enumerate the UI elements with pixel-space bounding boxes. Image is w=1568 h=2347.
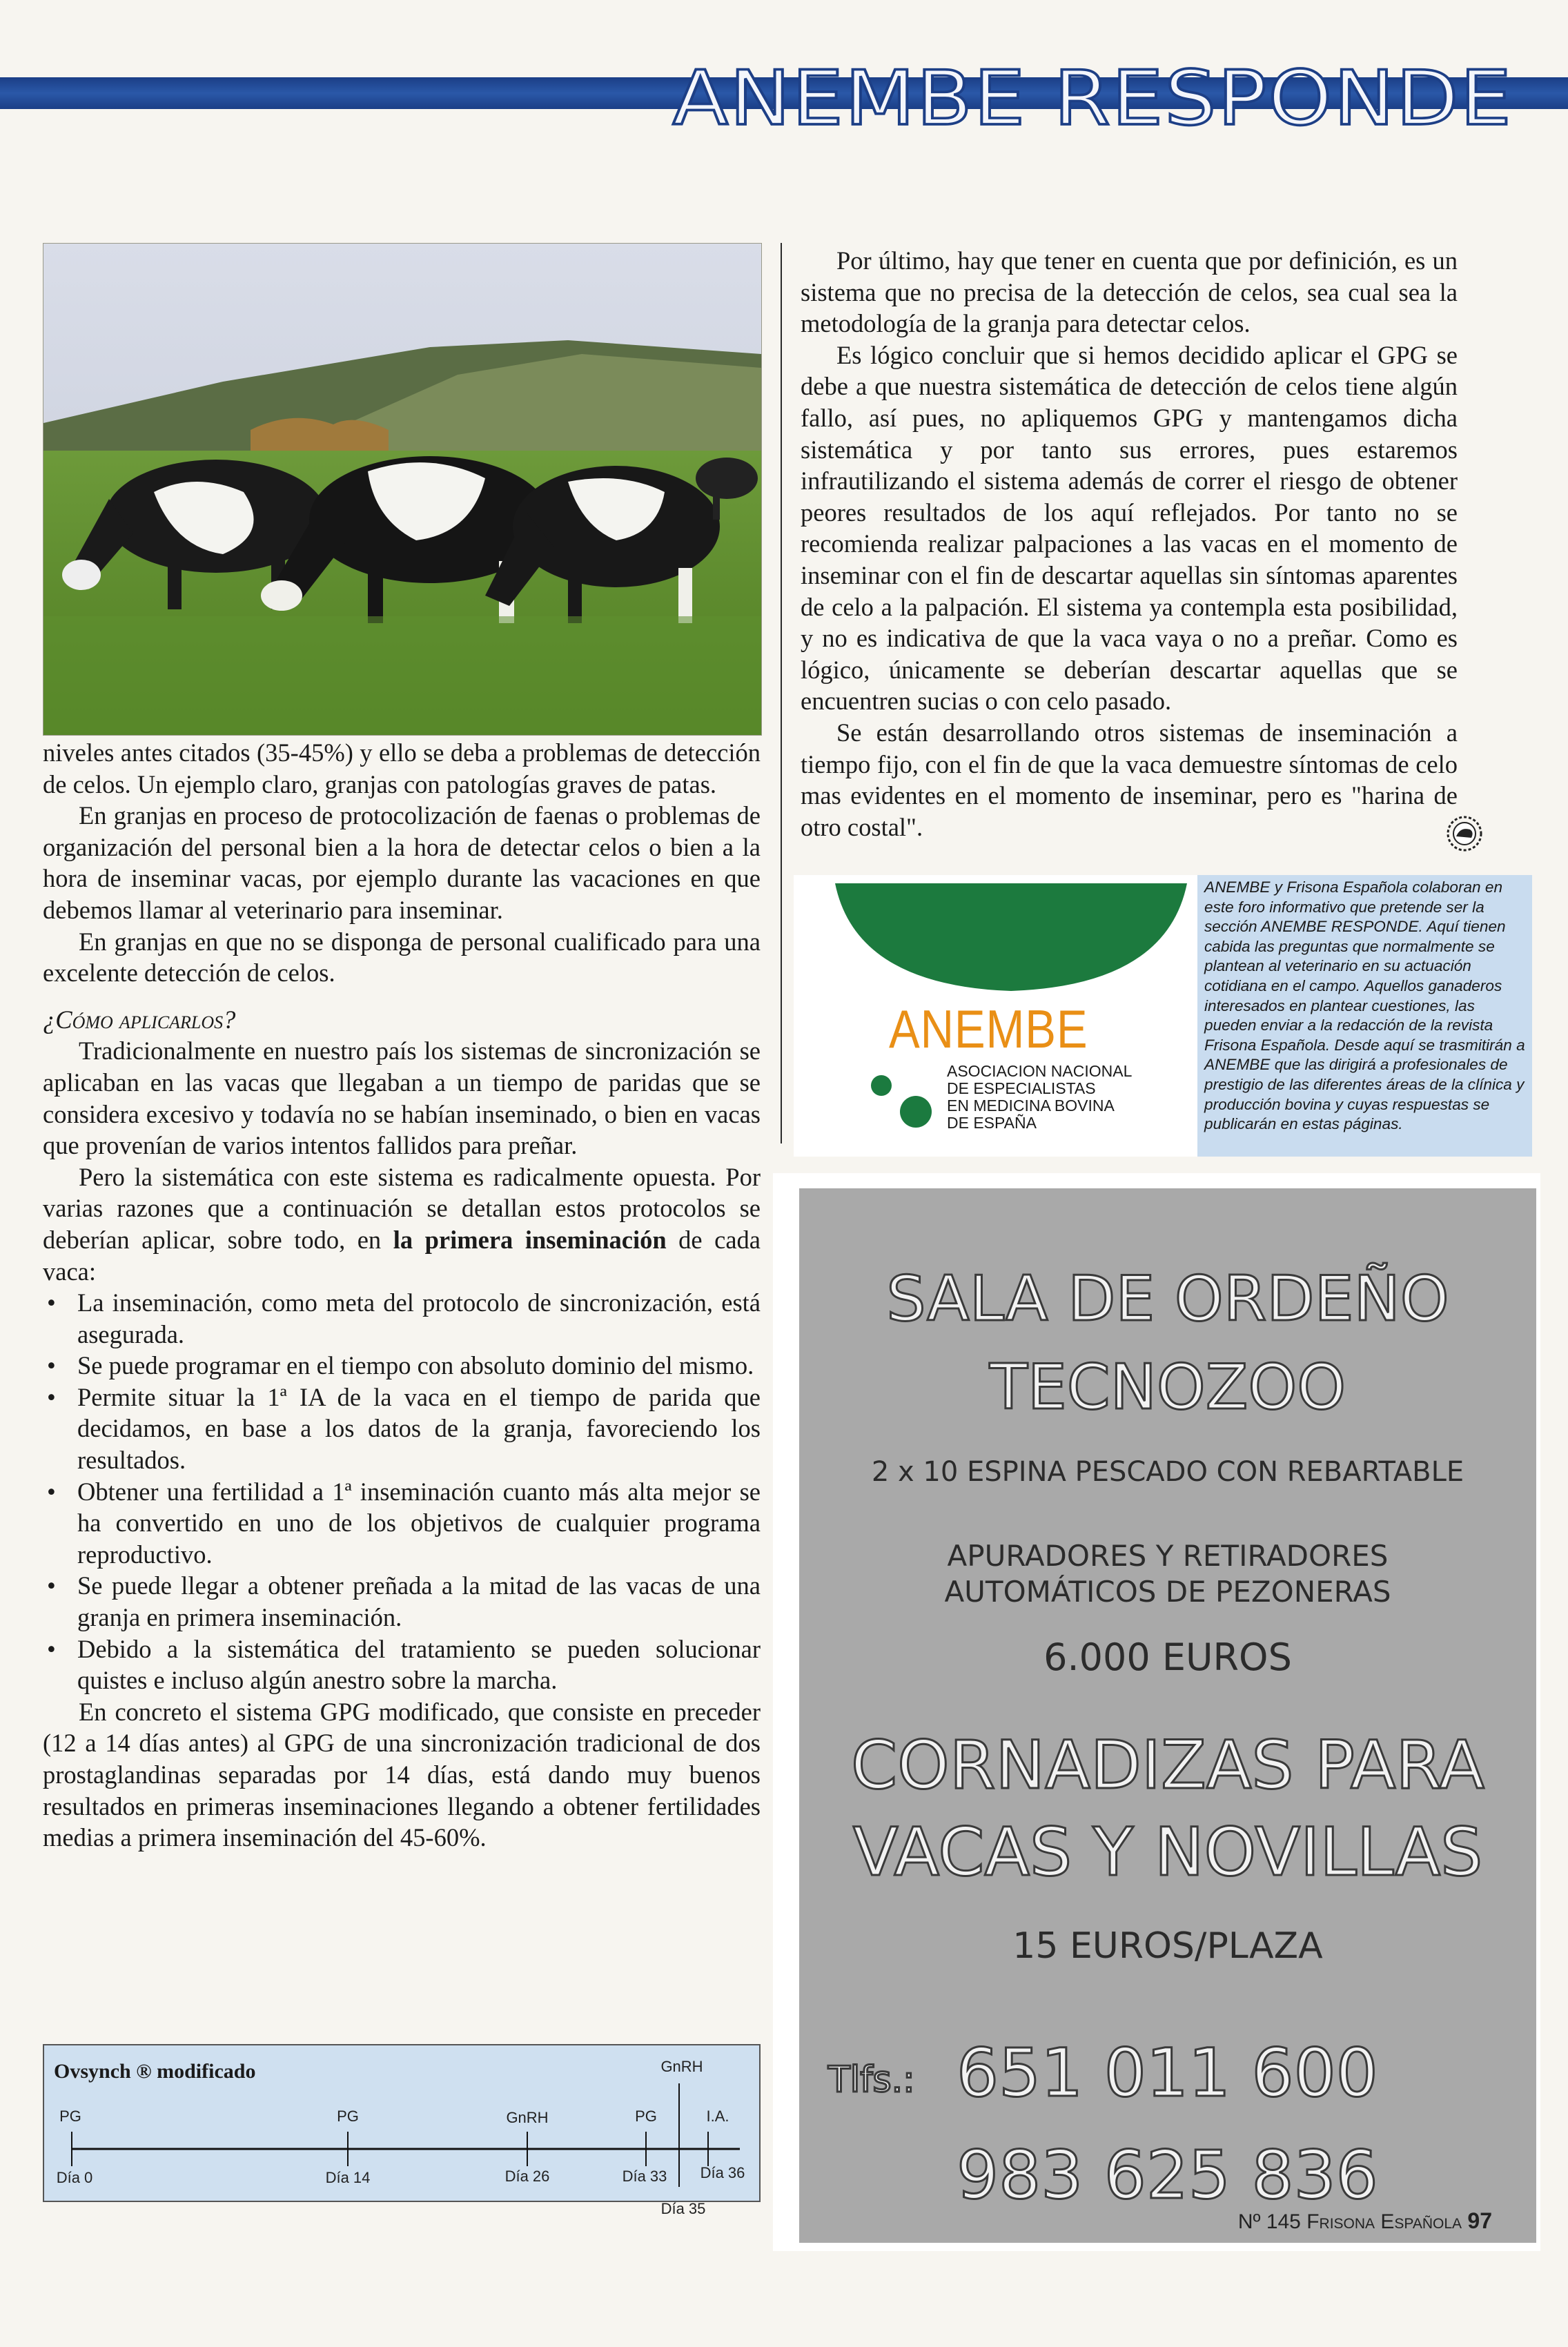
label-gnrh: GnRH: [660, 2058, 703, 2075]
anembe-info-text: ANEMBE y Frisona Española colaboran en este foro informativo que pretende ser la sección ANEMBE RESPONDE. Aquí tienen cabida las preguntas que normalmente se plantean al veterinario en su actuación cotidiana en el campo. Aquellos ganaderos interesados en plantear cuestiones, las pueden enviar a la redacción de la revista Frisona Española. Desde aquí se trasmitirán a ANEMBE que las dirigirá a profesionales de prestigio de las diferentes áreas de la clínica y producción bovina y cuyas respuestas se publicarán en estas páginas.: [1204, 878, 1525, 1133]
ad-headline: SALA DE ORDEÑO: [886, 1263, 1449, 1335]
ad-text: APURADORES Y RETIRADORES: [947, 1539, 1389, 1573]
label-day: Día 35: [660, 2200, 706, 2217]
label-day: Día 33: [622, 2168, 667, 2185]
bullet-item: • Permite situar la 1ª IA de la vaca en el tiempo de parida que decidamos, en base a los datos de la granja, favoreciendo los resultados.: [47, 1382, 761, 1475]
label-gnrh: GnRH: [506, 2109, 549, 2126]
section-title: ANEMBE RESPONDE: [672, 54, 1513, 142]
paragraph: Se están desarrollando otros sistemas de inseminación a tiempo fijo, con el fin de que la vaca demuestre síntomas de celo mas evidentes en el momento de inseminar, pero es "harina de otro costal".: [801, 718, 1458, 841]
subheading: ¿Cómo aplicarlos?: [43, 1005, 236, 1034]
magazine-name: Frisona Española: [1306, 2210, 1462, 2233]
bullet-item: • Se puede programar en el tiempo con absoluto dominio del mismo.: [47, 1351, 754, 1380]
label-day: Día 0: [56, 2169, 93, 2186]
ad-headline: CORNADIZAS PARA: [851, 1727, 1484, 1804]
label-day: Día 26: [504, 2168, 550, 2185]
anembe-logo-subtitle: ASOCIACION NACIONAL DE ESPECIALISTAS EN MEDICINA BOVINA DE ESPAÑA: [947, 1062, 1133, 1132]
bullet-item: • Debido a la sistemática del tratamiento se pueden solucionar quistes e incluso algún anestro sobre la marcha.: [47, 1634, 761, 1695]
label-ia: I.A.: [706, 2108, 729, 2125]
tecnozoo-advertisement: [799, 1188, 1536, 2243]
ad-headline: TECNOZOO: [989, 1351, 1346, 1424]
ad-text: AUTOMÁTICOS DE PEZONERAS: [944, 1575, 1391, 1609]
ad-price: 15 EUROS/PLAZA: [1012, 1925, 1323, 1967]
logo-dot: [900, 1096, 932, 1128]
bullet-item: • Obtener una fertilidad a 1ª inseminación cuanto más alta mejor se ha convertido en uno de los objetivos de cualquier programa reproductivo.: [47, 1477, 761, 1569]
label-day: Día 36: [700, 2164, 745, 2181]
label-day: Día 14: [325, 2169, 371, 2186]
ad-price: 6.000 EUROS: [1043, 1636, 1292, 1679]
bullet-item: • La inseminación, como meta del protocolo de sincronización, está asegurada.: [47, 1288, 761, 1348]
column-divider: [781, 243, 782, 1143]
paragraph: En granjas en proceso de protocolización de faenas o problemas de organización del personal bien a la hora de detectar celos o bien a la hora de inseminar vacas, por ejemplo durante las vacaciones en que debemos llamar al veterinario para inseminar.: [43, 801, 761, 924]
logo-dot: [871, 1075, 892, 1096]
paragraph: niveles antes citados (35-45%) y ello se deba a problemas de detección de celos. Un ejemplo claro, granjas con patologías graves de patas.: [43, 738, 761, 798]
page-footer: [1238, 2208, 1492, 2234]
paragraph: Por último, hay que tener en cuenta que por definición, es un sistema que no precisa de la detección de celos, sea cual sea la metodología de la granja para detectar celos.: [801, 246, 1458, 338]
paragraph: En concreto el sistema GPG modificado, que consiste en preceder (12 a 14 días antes) al GPG de una sincronización tradicional de dos prostaglandinas separadas por 14 días, está dando muy buenos resultados en primeras inseminaciones llegando a obtener fertilidades medias a primera inseminación del 45-60%.: [43, 1697, 761, 1852]
paragraph: Es lógico concluir que si hemos decidido aplicar el GPG se debe a que nuestra sistemática de detección de celos tiene algún fallo, así pues, no apliquemos GPG y mantengamos dicha sistemática y por tanto sus errores, pues estaremos infrautilizando el sistema además de correr el riesgo de obtener peores resultados de los aquí reflejados. Por tanto no se recomienda realizar palpaciones a las vacas en el momento de inseminar con el fin de descartar aquellas sin síntomas aparentes de celo a la palpación. El sistema ya contempla esta posibilidad, y no es indicativa de que la vaca vaya o no a preñar. Como es lógico, únicamente se deberían descartar aquellas que se encuentren sucias o con celo pasado.: [801, 340, 1458, 716]
seal-icon: [1447, 816, 1482, 852]
paragraph: Tradicionalmente en nuestro país los sistemas de sincronización se aplicaban en las vacas que llegaban a un tiempo de paridas que se considera excesivo y todavía no se habían inseminado, o bien en vacas que provenían de varios intentos fallidos para preñar.: [43, 1037, 761, 1160]
label-pg: PG: [337, 2108, 359, 2125]
label-pg: PG: [635, 2108, 657, 2125]
issue-number: Nº 145: [1237, 2210, 1301, 2233]
anembe-logo-name: ANEMBE: [889, 999, 1088, 1059]
label-pg: PG: [59, 2108, 81, 2125]
page-number: 97: [1467, 2208, 1492, 2233]
diagram-title: Ovsynch ® modificado: [54, 2060, 256, 2083]
ad-phone-label: Tlfs.:: [828, 2059, 915, 2101]
paragraph: Pero la sistemática con este sistema es radicalmente opuesta. Por varias razones que a continuación se detallan estos protocolos se deberían aplicar, sobre todo, en la primera inseminación de cada vaca:: [43, 1162, 761, 1286]
cows-photo: [43, 243, 762, 736]
paragraph: En granjas en que no se disponga de personal cualificado para una excelente detección de celos.: [43, 927, 761, 988]
ad-phone: 983 625 836: [957, 2137, 1378, 2214]
ad-phone: 651 011 600: [957, 2034, 1378, 2112]
ad-text: 2 x 10 ESPINA PESCADO CON REBARTABLE: [871, 1456, 1464, 1488]
left-column: [43, 737, 761, 1854]
right-column: [801, 245, 1458, 843]
ad-headline: VACAS Y NOVILLAS: [852, 1814, 1483, 1891]
bullet-item: • Se puede llegar a obtener preñada a la mitad de las vacas de una granja en primera inseminación.: [47, 1571, 761, 1632]
